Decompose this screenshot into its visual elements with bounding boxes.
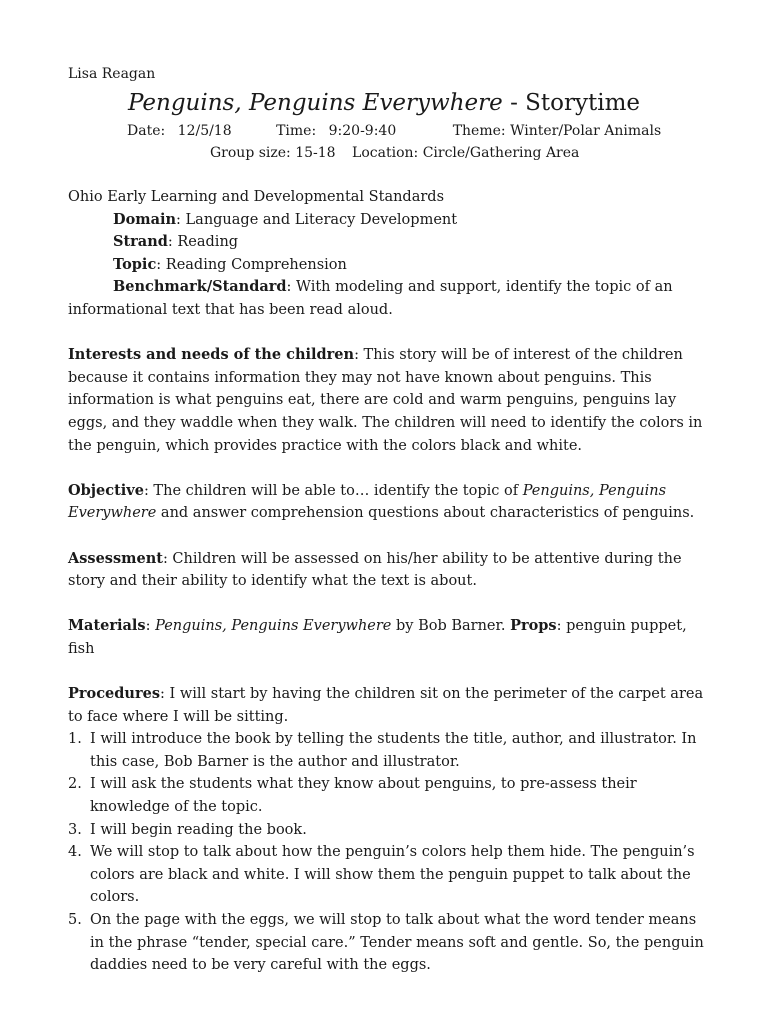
props-label: Props <box>510 617 557 635</box>
standards-heading: Ohio Early Learning and Developmental Standards <box>68 189 445 205</box>
objective-text-2: and answer comprehension questions about characteristics of penguins. <box>156 505 695 522</box>
title-suffix: - Storytime <box>502 90 641 116</box>
list-item-text: I will ask the students what they know about penguins, to pre-assess their knowledge of the topic. <box>90 776 637 816</box>
document-body <box>68 186 708 977</box>
interests-paragraph <box>68 344 708 457</box>
materials-paragraph <box>68 615 708 660</box>
time-value: 9:20-9:40 <box>328 123 397 139</box>
materials-label: Materials <box>68 617 146 635</box>
benchmark-text: : With modeling and support, identify the topic of an informational text that has been read aloud. <box>68 279 673 318</box>
list-item-number: 5. <box>68 912 82 928</box>
list-item <box>68 909 708 977</box>
objective-text-1: : The children will be able to… identify the topic of <box>143 482 523 499</box>
lesson-meta-row-2 <box>210 145 579 161</box>
benchmark-label: Benchmark/Standard <box>113 278 287 296</box>
domain-line <box>68 209 708 232</box>
list-item-text: We will stop to talk about how the penguin’s colors help them hide. The penguin’s colors are black and white. I will show them the penguin puppet to talk about the colors. <box>90 844 695 906</box>
page-title <box>0 90 768 116</box>
author-name: Lisa Reagan <box>68 66 156 82</box>
list-item-text: I will begin reading the book. <box>90 821 307 838</box>
strand-line <box>68 231 708 254</box>
lesson-meta-row-1 <box>127 123 661 139</box>
list-item-number: 1. <box>68 731 82 748</box>
topic-line <box>68 254 708 277</box>
list-item <box>68 819 708 842</box>
benchmark-line <box>68 276 708 321</box>
theme-label: Theme: <box>452 123 506 139</box>
interests-text: : This story will be of interest of the children because it contains information they may not have known about penguins. This information is what penguins eat, there are cold and warm penguins, penguins lay eggs, and they waddle when they walk. The children will need to identify the colors in the penguin, which provides practice with the colors black and white. <box>68 347 703 454</box>
objective-paragraph <box>68 480 708 525</box>
group-label: Group size: <box>210 145 291 161</box>
topic-text: : Reading Comprehension <box>156 256 347 273</box>
procedures-paragraph <box>68 683 708 728</box>
materials-by: by Bob Barner. <box>391 618 511 635</box>
group-value: 15-18 <box>295 145 336 161</box>
assessment-label: Assessment <box>68 549 163 567</box>
materials-book-title: Penguins, Penguins Everywhere <box>155 618 392 635</box>
procedures-intro: : I will start by having the children sit on the perimeter of the carpet area to face where I will be sitting. <box>68 686 704 725</box>
list-item-text: I will introduce the book by telling the students the title, author, and illustrator. In this case, Bob Barner is the author and illustrator. <box>90 731 697 770</box>
list-item <box>68 728 708 773</box>
location-value: Circle/Gathering Area <box>422 145 580 161</box>
strand-label: Strand <box>113 233 168 251</box>
date-label: Date: <box>127 123 166 139</box>
assessment-paragraph <box>68 548 708 593</box>
objective-label: Objective <box>68 481 144 499</box>
list-item <box>68 841 708 909</box>
procedures-label: Procedures <box>68 685 160 703</box>
props-text: : penguin puppet, fish <box>68 618 687 657</box>
procedures-list <box>68 728 708 977</box>
domain-text: : Language and Literacy Development <box>176 211 458 228</box>
list-item-number: 3. <box>68 821 82 838</box>
title-book-name: Penguins, Penguins Everywhere <box>127 90 503 116</box>
domain-label: Domain <box>113 210 177 228</box>
list-item-number: 4. <box>68 844 82 861</box>
interests-label: Interests and needs of the children <box>68 346 355 364</box>
topic-label: Topic <box>113 255 157 273</box>
assessment-text: : Children will be assessed on his/her ability to be attentive during the story and their ability to identify what the text is about. <box>68 550 682 590</box>
objective-book-title: Penguins, Penguins Everywhere <box>68 482 667 522</box>
theme-value: Winter/Polar Animals <box>510 123 662 139</box>
location-label: Location: <box>352 145 419 161</box>
time-label: Time: <box>276 123 317 139</box>
strand-text: : Reading <box>167 234 239 251</box>
list-item <box>68 773 708 818</box>
list-item-number: 2. <box>68 776 82 793</box>
date-value: 12/5/18 <box>177 123 232 139</box>
materials-sep: : <box>145 618 156 635</box>
list-item-text: On the page with the eggs, we will stop to talk about what the word tender means in the phrase “tender, special care.” Tender means soft and gentle. So, the penguin daddies need to be very careful with the eggs. <box>90 912 704 974</box>
